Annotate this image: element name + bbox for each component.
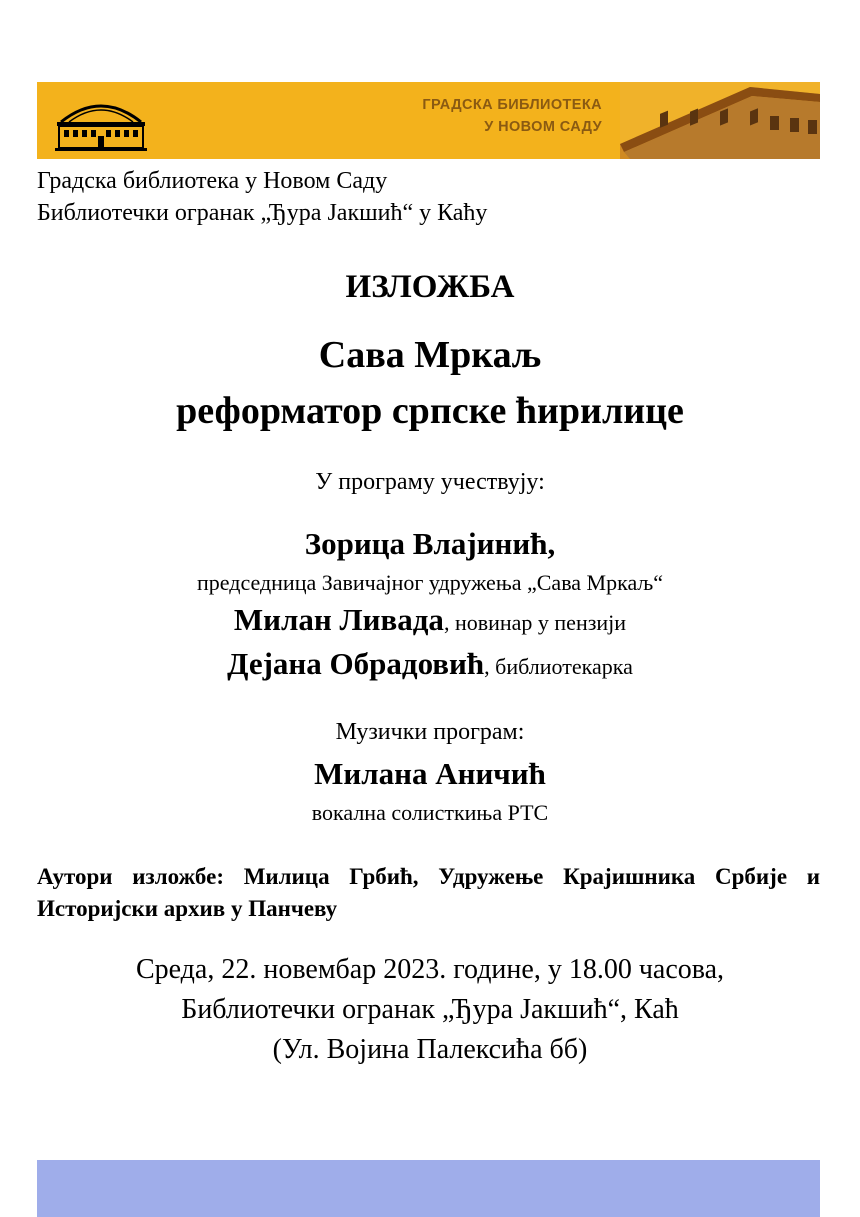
participant-2 (0, 602, 860, 641)
exhibition-heading: ИЗЛОЖБА (345, 269, 515, 305)
music-performer-name: Милана Аничић (314, 756, 546, 791)
banner-title (422, 94, 602, 138)
banner-line-1: ГРАДСКА БИБЛИОТЕКА (422, 97, 602, 113)
exhibition-authors: Аутори изложбе: Милица Грбић, Удружење Крајишника Србије и Историјски архив у Панчеву (37, 864, 820, 921)
event-address: (Ул. Војина Палексића бб) (272, 1034, 588, 1065)
event-date-time: Среда, 22. новембар 2023. године, у 18.00 часова, (135, 954, 725, 985)
participant-3-role: , библиотекарка (484, 654, 633, 679)
branch-name: Библиотечки огранак „Ђура Јакшић“ у Каћу (37, 200, 488, 226)
participant-3-name: Дејана Обрадовић (227, 646, 485, 681)
footer-band (37, 1160, 820, 1217)
participant-2-name: Милан Ливада (233, 602, 444, 637)
participant-2-role: , новинар у пензији (443, 610, 627, 635)
exhibition-title-line-2: реформатор српске ћирилице (176, 390, 684, 432)
library-building-photo (620, 82, 820, 159)
participant-3 (0, 646, 860, 685)
participant-1-name: Зорица Влајинић, (304, 526, 556, 561)
banner-line-2: У НОВОМ САДУ (484, 119, 602, 135)
header-banner (37, 82, 820, 159)
library-building-logo-icon (51, 92, 151, 159)
organization-name: Градска библиотека у Новом Саду (37, 168, 388, 194)
music-performer-role: вокална солисткиња РТС (311, 800, 549, 825)
program-label: У програму учествују: (315, 469, 545, 495)
event-venue: Библиотечки огранак „Ђура Јакшић“, Каћ (181, 994, 679, 1025)
participant-1-role: председница Завичајног удружења „Сава Мркаљ“ (197, 570, 663, 595)
exhibition-title-line-1: Сава Мркаљ (318, 334, 542, 376)
music-program-label: Музички програм: (335, 719, 525, 745)
